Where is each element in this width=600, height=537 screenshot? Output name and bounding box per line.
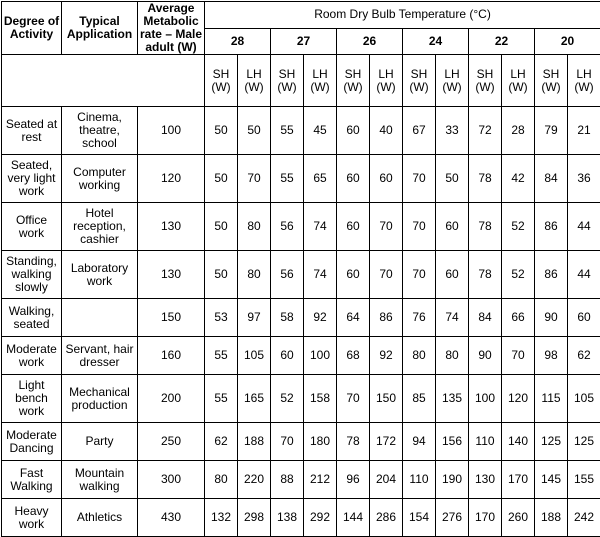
- cell-sh-value: 56: [271, 203, 304, 251]
- cell-degree: Fast Walking: [2, 461, 62, 499]
- table-row: [2, 107, 600, 155]
- cell-sh-value: 55: [271, 155, 304, 203]
- cell-lh-value: 158: [304, 375, 337, 423]
- cell-application: Laboratory work: [62, 251, 138, 299]
- cell-sh-value: 86: [535, 251, 568, 299]
- cell-metabolic-rate: 120: [138, 155, 205, 203]
- cell-lh-value: 60: [370, 155, 403, 203]
- cell-degree: Seated at rest: [2, 107, 62, 155]
- cell-lh-value: 60: [568, 299, 600, 337]
- cell-sh-value: 125: [535, 423, 568, 461]
- cell-lh-value: 204: [370, 461, 403, 499]
- cell-degree: Office work: [2, 203, 62, 251]
- header-application: Typical Application: [62, 2, 138, 55]
- cell-sh-value: 60: [337, 155, 370, 203]
- cell-sh-value: 86: [535, 203, 568, 251]
- table-row: [2, 423, 600, 461]
- header-sh: SH (W): [271, 55, 304, 107]
- cell-metabolic-rate: 430: [138, 499, 205, 537]
- cell-degree: Walking, seated: [2, 299, 62, 337]
- cell-lh-value: 70: [238, 155, 271, 203]
- cell-lh-value: 66: [502, 299, 535, 337]
- cell-application: Athletics: [62, 499, 138, 537]
- header-temp-27: 27: [271, 28, 337, 55]
- cell-lh-value: 70: [370, 251, 403, 299]
- cell-lh-value: 33: [436, 107, 469, 155]
- cell-degree: Heavy work: [2, 499, 62, 537]
- cell-sh-value: 154: [403, 499, 436, 537]
- header-temp-22: 22: [469, 28, 535, 55]
- header-temp-26: 26: [337, 28, 403, 55]
- cell-sh-value: 80: [205, 461, 238, 499]
- cell-sh-value: 55: [205, 337, 238, 375]
- cell-lh-value: 36: [568, 155, 600, 203]
- table-row: [2, 203, 600, 251]
- cell-sh-value: 68: [337, 337, 370, 375]
- cell-lh-value: 50: [436, 155, 469, 203]
- cell-lh-value: 50: [238, 107, 271, 155]
- cell-lh-value: 60: [436, 251, 469, 299]
- header-temp-20: 20: [535, 28, 600, 55]
- cell-sh-value: 84: [469, 299, 502, 337]
- cell-degree: Standing, walking slowly: [2, 251, 62, 299]
- cell-sh-value: 79: [535, 107, 568, 155]
- cell-lh-value: 150: [370, 375, 403, 423]
- cell-sh-value: 76: [403, 299, 436, 337]
- cell-metabolic-rate: 160: [138, 337, 205, 375]
- cell-metabolic-rate: 100: [138, 107, 205, 155]
- cell-sh-value: 80: [403, 337, 436, 375]
- cell-lh-value: 42: [502, 155, 535, 203]
- table-row: [2, 299, 600, 337]
- cell-sh-value: 84: [535, 155, 568, 203]
- cell-lh-value: 156: [436, 423, 469, 461]
- cell-degree: Moderate Dancing: [2, 423, 62, 461]
- cell-sh-value: 60: [337, 251, 370, 299]
- cell-sh-value: 78: [469, 155, 502, 203]
- cell-lh-value: 140: [502, 423, 535, 461]
- header-sh: SH (W): [469, 55, 502, 107]
- cell-lh-value: 276: [436, 499, 469, 537]
- cell-sh-value: 85: [403, 375, 436, 423]
- cell-sh-value: 132: [205, 499, 238, 537]
- cell-sh-value: 110: [469, 423, 502, 461]
- table-row: [2, 375, 600, 423]
- cell-lh-value: 52: [502, 203, 535, 251]
- cell-application: Hotel reception, cashier: [62, 203, 138, 251]
- cell-application: Party: [62, 423, 138, 461]
- cell-sh-value: 78: [337, 423, 370, 461]
- cell-lh-value: 52: [502, 251, 535, 299]
- cell-sh-value: 70: [403, 251, 436, 299]
- header-sh: SH (W): [403, 55, 436, 107]
- cell-application: Mountain walking: [62, 461, 138, 499]
- cell-lh-value: 21: [568, 107, 600, 155]
- cell-lh-value: 80: [238, 203, 271, 251]
- cell-lh-value: 100: [304, 337, 337, 375]
- header-temp-28: 28: [205, 28, 271, 55]
- cell-degree: Light bench work: [2, 375, 62, 423]
- cell-sh-value: 58: [271, 299, 304, 337]
- cell-lh-value: 135: [436, 375, 469, 423]
- cell-metabolic-rate: 200: [138, 375, 205, 423]
- cell-lh-value: 74: [436, 299, 469, 337]
- cell-lh-value: 298: [238, 499, 271, 537]
- cell-lh-value: 97: [238, 299, 271, 337]
- header-lh: LH (W): [502, 55, 535, 107]
- cell-sh-value: 110: [403, 461, 436, 499]
- cell-lh-value: 92: [370, 337, 403, 375]
- table-body: [2, 107, 600, 537]
- cell-sh-value: 50: [205, 203, 238, 251]
- cell-lh-value: 28: [502, 107, 535, 155]
- cell-sh-value: 56: [271, 251, 304, 299]
- cell-lh-value: 188: [238, 423, 271, 461]
- cell-lh-value: 190: [436, 461, 469, 499]
- header-lh: LH (W): [238, 55, 271, 107]
- cell-lh-value: 165: [238, 375, 271, 423]
- cell-sh-value: 70: [403, 203, 436, 251]
- cell-sh-value: 188: [535, 499, 568, 537]
- cell-sh-value: 70: [337, 375, 370, 423]
- header-sh: SH (W): [535, 55, 568, 107]
- cell-metabolic-rate: 150: [138, 299, 205, 337]
- cell-lh-value: 44: [568, 251, 600, 299]
- cell-sh-value: 90: [469, 337, 502, 375]
- cell-metabolic-rate: 300: [138, 461, 205, 499]
- header-lh: LH (W): [370, 55, 403, 107]
- cell-degree: Moderate work: [2, 337, 62, 375]
- cell-sh-value: 62: [205, 423, 238, 461]
- cell-lh-value: 40: [370, 107, 403, 155]
- cell-sh-value: 170: [469, 499, 502, 537]
- cell-lh-value: 212: [304, 461, 337, 499]
- cell-sh-value: 98: [535, 337, 568, 375]
- cell-sh-value: 60: [337, 203, 370, 251]
- cell-lh-value: 65: [304, 155, 337, 203]
- cell-sh-value: 94: [403, 423, 436, 461]
- header-sh: SH (W): [205, 55, 238, 107]
- cell-lh-value: 60: [436, 203, 469, 251]
- cell-lh-value: 172: [370, 423, 403, 461]
- cell-sh-value: 145: [535, 461, 568, 499]
- cell-sh-value: 115: [535, 375, 568, 423]
- cell-metabolic-rate: 130: [138, 203, 205, 251]
- cell-metabolic-rate: 250: [138, 423, 205, 461]
- cell-lh-value: 92: [304, 299, 337, 337]
- table-row: [2, 251, 600, 299]
- cell-sh-value: 55: [271, 107, 304, 155]
- cell-sh-value: 70: [403, 155, 436, 203]
- header-degree: Degree of Activity: [2, 2, 62, 55]
- cell-degree: Seated, very light work: [2, 155, 62, 203]
- cell-sh-value: 78: [469, 251, 502, 299]
- cell-sh-value: 50: [205, 107, 238, 155]
- cell-application: Cinema, theatre, school: [62, 107, 138, 155]
- cell-lh-value: 220: [238, 461, 271, 499]
- cell-sh-value: 53: [205, 299, 238, 337]
- cell-sh-value: 70: [271, 423, 304, 461]
- cell-sh-value: 52: [271, 375, 304, 423]
- header-metabolic-rate: Average Metabolic rate – Male adult (W): [138, 2, 205, 55]
- activity-heat-table: [1, 1, 600, 537]
- cell-sh-value: 130: [469, 461, 502, 499]
- cell-sh-value: 100: [469, 375, 502, 423]
- table-row: [2, 337, 600, 375]
- cell-sh-value: 55: [205, 375, 238, 423]
- header-lh: LH (W): [304, 55, 337, 107]
- cell-sh-value: 138: [271, 499, 304, 537]
- cell-lh-value: 155: [568, 461, 600, 499]
- cell-sh-value: 67: [403, 107, 436, 155]
- cell-lh-value: 62: [568, 337, 600, 375]
- cell-sh-value: 144: [337, 499, 370, 537]
- cell-application: Mechanical production: [62, 375, 138, 423]
- cell-sh-value: 50: [205, 155, 238, 203]
- cell-lh-value: 105: [238, 337, 271, 375]
- cell-application: [62, 299, 138, 337]
- cell-application: Servant, hair dresser: [62, 337, 138, 375]
- cell-lh-value: 292: [304, 499, 337, 537]
- cell-lh-value: 125: [568, 423, 600, 461]
- cell-lh-value: 242: [568, 499, 600, 537]
- cell-lh-value: 105: [568, 375, 600, 423]
- cell-sh-value: 96: [337, 461, 370, 499]
- cell-lh-value: 286: [370, 499, 403, 537]
- cell-sh-value: 88: [271, 461, 304, 499]
- cell-sh-value: 72: [469, 107, 502, 155]
- cell-lh-value: 86: [370, 299, 403, 337]
- cell-sh-value: 90: [535, 299, 568, 337]
- cell-lh-value: 80: [238, 251, 271, 299]
- header-lh: LH (W): [568, 55, 600, 107]
- header-lh: LH (W): [436, 55, 469, 107]
- cell-sh-value: 60: [337, 107, 370, 155]
- cell-lh-value: 80: [436, 337, 469, 375]
- cell-lh-value: 70: [370, 203, 403, 251]
- header-sh: SH (W): [337, 55, 370, 107]
- cell-lh-value: 260: [502, 499, 535, 537]
- header-spacer: [2, 55, 205, 107]
- cell-application: Computer working: [62, 155, 138, 203]
- sh-lh-header-row: [2, 55, 600, 107]
- cell-sh-value: 78: [469, 203, 502, 251]
- cell-lh-value: 74: [304, 251, 337, 299]
- cell-lh-value: 180: [304, 423, 337, 461]
- cell-lh-value: 70: [502, 337, 535, 375]
- cell-metabolic-rate: 130: [138, 251, 205, 299]
- cell-lh-value: 45: [304, 107, 337, 155]
- table-row: [2, 155, 600, 203]
- table-row: [2, 461, 600, 499]
- cell-sh-value: 60: [271, 337, 304, 375]
- cell-sh-value: 64: [337, 299, 370, 337]
- cell-sh-value: 50: [205, 251, 238, 299]
- cell-lh-value: 120: [502, 375, 535, 423]
- table-row: [2, 499, 600, 537]
- cell-lh-value: 74: [304, 203, 337, 251]
- cell-lh-value: 170: [502, 461, 535, 499]
- header-temp-24: 24: [403, 28, 469, 55]
- header-room-temperature: Room Dry Bulb Temperature (°C): [205, 2, 600, 29]
- cell-lh-value: 44: [568, 203, 600, 251]
